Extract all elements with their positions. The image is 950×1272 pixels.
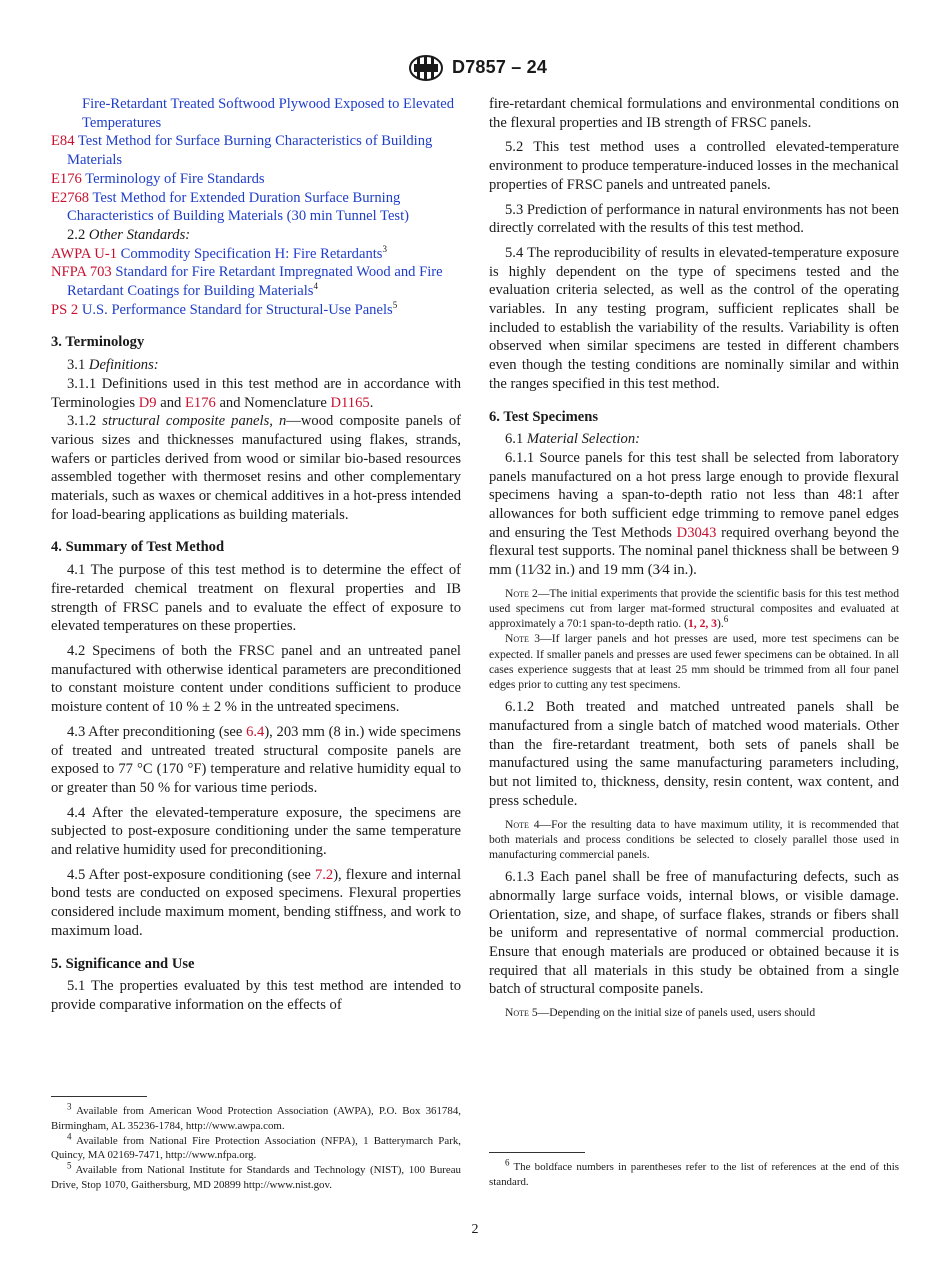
footnote-4: $^4$ Available from National Fire Protection Association (NFPA), 1 Batterymarch Park, Quincy, MA 02169-7471, http://www.nfpa.org. xyxy=(51,1130,461,1162)
section-6-heading: 6. Test Specimens xyxy=(489,408,599,425)
footnote-3: $^3$ Available from American Wood Protection Association (AWPA), P.O. Box 361784, Birmingham, AL 35236-1784, http://www.awpa.com. xyxy=(51,1101,461,1132)
other-standards-heading: 2.2 Other Standards: xyxy=(67,226,191,243)
para-4-5: 4.5 After post-exposure conditioning (see 7.2), flexure and internal bond tests are conducted on exposed specimens. Flexural properties considered include maximum moment, bending stiffness, and work to maximum load. xyxy=(51,866,461,939)
para-5-2: 5.2 This test method uses a controlled elevated-temperature environment to produce temperature-induced losses in the mechanical properties of FRSC panels and untreated panels. xyxy=(489,139,899,193)
left-column xyxy=(51,95,461,1015)
para-5-1-cont: fire-retardant chemical formulations and environmental conditions on the flexural properties and IB strength of FRSC panels. xyxy=(489,96,899,131)
ref-link-3[interactable]: 3 xyxy=(711,617,717,631)
para-3-1-2: 3.1.2 structural composite panels, n—wood composite panels of various sizes and thicknesses manufactured using flakes, strands, wafers or particles derived from wood or similar bio-based resources assembled together with thermoset resins and other complementary materials, such as waxes or chemical additives in a hot-press intended for load-bearing applications as building materials. xyxy=(51,413,461,523)
note-5: Note 5—Depending on the initial size of panels used, users should xyxy=(505,1006,816,1020)
para-3-1-1: 3.1.1 Definitions used in this test method are in accordance with Terminologies D9 and E176 and Nomenclature D1165. xyxy=(51,375,461,411)
ref-continuation[interactable]: Fire-Retardant Treated Softwood Plywood Exposed to Elevated Temperatures xyxy=(82,96,455,131)
ref-ps2[interactable]: PS 2 U.S. Performance Standard for Structural-Use Panels$^5$ xyxy=(51,299,398,318)
para-4-2: 4.2 Specimens of both the FRSC panel and an untreated panel manufactured with otherwise identical parameters are preconditioned to constant moisture content under conditions sufficient to produce moisture content of 10 % ± 2 % in the untreated specimens. xyxy=(51,642,461,716)
para-5-4: 5.4 The reproducibility of results in elevated-temperature exposure is highly dependent on the type of specimens tested and the evaluation criteria selected, as well as the control of the operating variables. In any testing program, sufficient replicates shall be included to establish the variability of the results. Variability is often observed when similar specimens are tested in different chambers even though the testing conditions are nominally similar and within the ranges specified in this test method. xyxy=(489,244,899,392)
section-3-heading: 3. Terminology xyxy=(51,334,145,351)
para-6-1-1: 6.1.1 Source panels for this test shall be selected from laboratory panels manufactured on a hot press large enough to provide flexural specimens having a span-to-depth ratio not less than 48:1 after allowances for both sufficient edge trimming to remove panel edges and ensuring the Test Methods D3043 required overhang beyond the flexural test supports. The nominal panel thickness shall be between 9 mm (11⁄32 in.) and 19 mm (3⁄4 in.). xyxy=(489,449,899,579)
footnotes-left xyxy=(51,1101,462,1193)
ref-e176[interactable]: E176 Terminology of Fire Standards xyxy=(51,170,265,187)
note-4: Note 4—For the resulting data to have maximum utility, it is recommended that both materials and process conditions be selected to closely parallel those used in manufacturing commercial panels. xyxy=(489,817,899,861)
footnote-5: $^5$ Available from National Institute for Standards and Technology (NIST), 100 Bureau Drive, Stop 1070, Gaithersburg, MD 20899 http://www.nist.gov. xyxy=(51,1160,462,1191)
note-2: Note 2—The initial experiments that provide the scientific basis for this test method used specimens cut from larger mat-formed structural composites and evaluated at approximately a 70:1 span-to-depth ratio. (1, 2, 3).$^6$ xyxy=(489,586,900,631)
link-6-4[interactable]: 6.4 xyxy=(246,723,265,740)
section-4-heading: 4. Summary of Test Method xyxy=(51,539,225,556)
footnote-rule-left xyxy=(51,1096,147,1097)
ref-link-1[interactable]: 1 xyxy=(687,617,694,631)
page-number: 2 xyxy=(471,1222,479,1237)
para-4-1: 4.1 The purpose of this test method is to determine the effect of fire-retarded chemical treatment on flexural properties and IB strength of FRSC panels and to evaluate the effect of exposure to elevated temperatures on these properties. xyxy=(51,562,461,635)
note-3: Note 3—If larger panels and hot presses are used, more test specimens can be expected. If smaller panels and presses are used fewer specimens can be obtained. In all cases experience suggests that at least 25 mm should be trimmed from all four panel edges prior to cutting any test specimens. xyxy=(489,632,899,692)
link-d3043[interactable]: D3043 xyxy=(676,524,717,541)
ref-nfpa[interactable]: NFPA 703 Standard for Fire Retardant Impregnated Wood and Fire Retardant Coatings for Building Materials$^4$ xyxy=(51,264,443,300)
para-6-1: 6.1 Material Selection: xyxy=(505,431,640,448)
link-e176[interactable]: E176 xyxy=(184,394,216,411)
para-3-1: 3.1 Definitions: xyxy=(67,357,159,374)
para-4-4: 4.4 After the elevated-temperature exposure, the specimens are subjected to post-exposure conditioning under the same temperature and relative humidity used for preconditioning. xyxy=(51,804,461,859)
footnote-rule-right xyxy=(489,1152,585,1153)
document-id: D7857 – 24 xyxy=(452,57,548,77)
para-5-1: 5.1 The properties evaluated by this test method are intended to provide comparative information on the effects of xyxy=(51,978,461,1013)
footnotes-right xyxy=(489,1157,899,1190)
para-6-1-2: 6.1.2 Both treated and matched untreated panels shall be manufactured from a single batch of matched wood materials. Other than the fire-retardant treatment, both sets of panels shall be manufactured using the same manufacturing parameters including, but not limited to, thickness, density, resin content, wax content, and press schedule. xyxy=(489,699,899,809)
link-d1165[interactable]: D1165 xyxy=(330,394,370,411)
ref-link-2[interactable]: 2 xyxy=(699,617,706,631)
link-d9[interactable]: D9 xyxy=(138,394,157,411)
right-column xyxy=(489,95,899,1020)
page-header xyxy=(0,55,950,85)
para-5-3: 5.3 Prediction of performance in natural environments has not been directly correlated with the results of this test method. xyxy=(489,201,899,237)
ref-e84[interactable]: E84 Test Method for Surface Burning Characteristics of Building Materials xyxy=(51,133,433,169)
ref-e2768[interactable]: E2768 Test Method for Extended Duration Surface Burning Characteristics of Building Materials (30 min Tunnel Test) xyxy=(51,189,410,225)
section-5-heading: 5. Significance and Use xyxy=(51,955,195,972)
footnote-6: $^6$ The boldface numbers in parentheses refer to the list of references at the end of this standard. xyxy=(489,1157,899,1188)
para-6-1-3: 6.1.3 Each panel shall be free of manufacturing defects, such as abnormally large surface voids, internal blows, or visible damage. Orientation, size, and shape, of surface flakes, strands or fibers shall be uniform and representative of normal commercial production. Ensure that enough materials are produced or obtained because it is required that all materials in this study be obtained from a single batch of structural composite panels. xyxy=(489,869,899,998)
ref-awpa[interactable]: AWPA U-1 Commodity Specification H: Fire Retardants$^3$ xyxy=(51,243,387,262)
astm-logo-icon xyxy=(408,55,444,81)
para-4-3: 4.3 After preconditioning (see 6.4), 203 mm (8 in.) wide specimens of treated and untreated treated structural composite panels are exposed to 77 °C (170 °F) temperature and relative humidity equal to or greater than 50 % for various time periods. xyxy=(51,723,461,796)
link-7-2[interactable]: 7.2 xyxy=(314,866,334,883)
